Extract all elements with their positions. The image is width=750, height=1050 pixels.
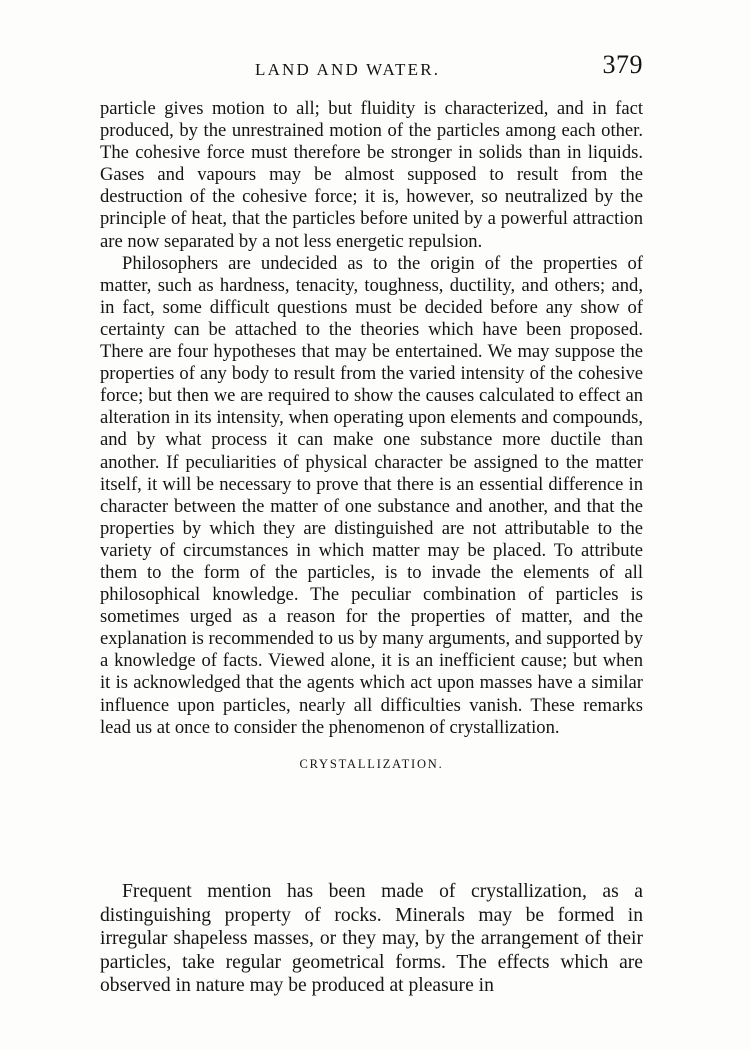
lower-text-block [100,880,643,998]
paragraph-continued: particle gives motion to all; but fluidity is characterized, and in fact produced, by the unrestrained motion of the particles among each other. The cohesive force must therefore be stronger in solids than in liquids. Gases and vapours may be almost supposed to result from the destruction of the cohesive force; it is, however, so neutralized by the principle of heat, that the particles before united by a powerful attraction are now separated by a not less energetic repulsion. [100,98,643,252]
page-number: 379 [602,50,643,79]
running-title: LAND AND WATER. [255,60,441,79]
paragraph-properties-of-matter: Philosophers are undecided as to the origin of the properties of matter, such as hardness, tenacity, toughness, ductility, and others; and, in fact, some difficult questions must be decided before any show of certainty can be attached to the theories which have been proposed. There are four hypotheses that may be entertained. We may suppose the properties of any body to result from the varied intensity of the cohesive force; but then we are required to show the causes calculated to effect an alteration in its intensity, when operating upon elements and compounds, and by what process it can make one substance more ductile than another. If peculiarities of physical character be assigned to the matter itself, it will be necessary to prove that there is an essential difference in character between the matter of one substance and another, and that the properties by which they are distinguished are not attributable to the variety of circumstances in which matter may be placed. To attribute them to the form of the particles, is to invade the elements of all philosophical knowledge. The peculiar combination of particles is sometimes urged as a reason for the properties of matter, and the explanation is recommended to us by many arguments, and supported by a knowledge of facts. Viewed alone, it is an inefficient cause; but when it is acknowledged that the agents which act upon masses have a similar influence upon particles, nearly all difficulties vanish. These remarks lead us at once to consider the phenomenon of crystallization. [100,252,643,738]
section-heading: CRYSTALLIZATION. [299,756,444,771]
running-head [100,50,645,90]
paragraph-crystallization: Frequent mention has been made of crystallization, as a distinguishing property of rocks. Minerals may be formed in irregular shapeless masses, or they may, by the arrangement of their particles, take regular geometrical forms. The effects which are observed in nature may be produced at pleasure in [100,881,643,996]
upper-text-block [100,98,643,782]
